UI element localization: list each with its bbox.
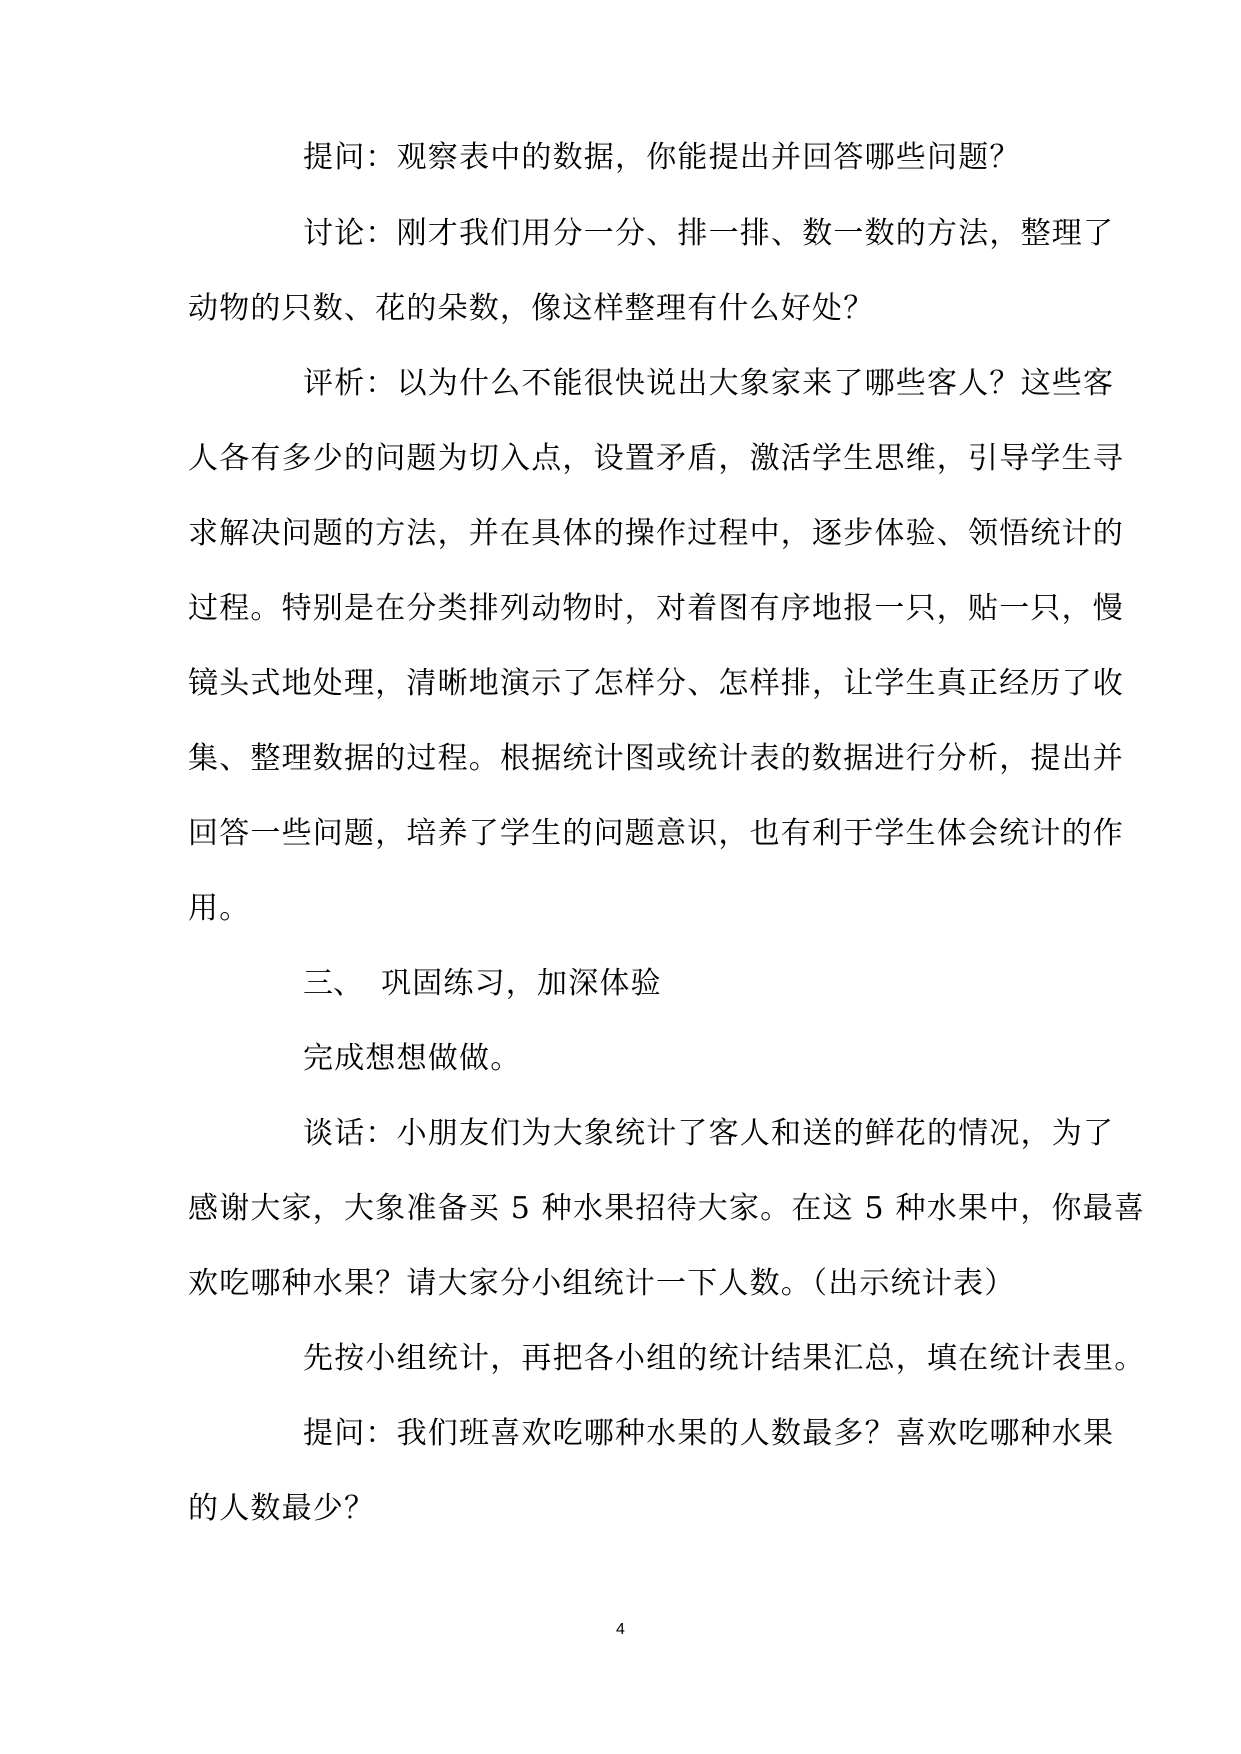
section-heading-title: 巩固练习，加深体验 xyxy=(381,966,662,1001)
paragraph-line-analysis-1: 评析：以为什么不能很快说出大象家来了哪些客人？这些客 xyxy=(303,366,1115,401)
paragraph-line-complete-task: 完成想想做做。 xyxy=(303,1041,522,1076)
paragraph-line-analysis-4: 过程。特别是在分类排列动物时，对着图有序地报一只，贴一只，慢 xyxy=(188,591,1124,626)
section-heading-number: 三、 xyxy=(303,966,363,1001)
paragraph-line-talk-3: 欢吃哪种水果？请大家分小组统计一下人数。（出示统计表） xyxy=(188,1266,1016,1301)
paragraph-line-instruction: 先按小组统计，再把各小组的统计结果汇总，填在统计表里。 xyxy=(303,1341,1146,1376)
page-number: 4 xyxy=(616,1621,625,1638)
paragraph-line-analysis-8: 用。 xyxy=(188,891,251,926)
paragraph-line-analysis-5: 镜头式地处理，清晰地演示了怎样分、怎样排，让学生真正经历了收 xyxy=(188,666,1124,701)
paragraph-line-talk-2: 感谢大家，大象准备买 5 种水果招待大家。在这 5 种水果中，你最喜 xyxy=(188,1191,1146,1226)
paragraph-line-question-1: 提问：观察表中的数据，你能提出并回答哪些问题？ xyxy=(303,140,1021,175)
paragraph-line-analysis-6: 集、整理数据的过程。根据统计图或统计表的数据进行分析，提出并 xyxy=(188,741,1124,776)
paragraph-line-analysis-2: 人各有多少的问题为切入点，设置矛盾，激活学生思维，引导学生寻 xyxy=(188,441,1124,476)
paragraph-line-question-2: 提问：我们班喜欢吃哪种水果的人数最多？喜欢吃哪种水果 xyxy=(303,1416,1115,1451)
paragraph-line-talk-1: 谈话：小朋友们为大象统计了客人和送的鲜花的情况，为了 xyxy=(303,1116,1115,1151)
paragraph-line-discussion-2: 动物的只数、花的朵数，像这样整理有什么好处？ xyxy=(188,291,875,326)
paragraph-line-analysis-7: 回答一些问题，培养了学生的问题意识，也有利于学生体会统计的作 xyxy=(188,816,1124,851)
paragraph-line-analysis-3: 求解决问题的方法，并在具体的操作过程中，逐步体验、领悟统计的 xyxy=(188,516,1124,551)
paragraph-line-discussion-1: 讨论：刚才我们用分一分、排一排、数一数的方法，整理了 xyxy=(303,216,1115,251)
paragraph-line-question-3: 的人数最少？ xyxy=(188,1491,376,1526)
